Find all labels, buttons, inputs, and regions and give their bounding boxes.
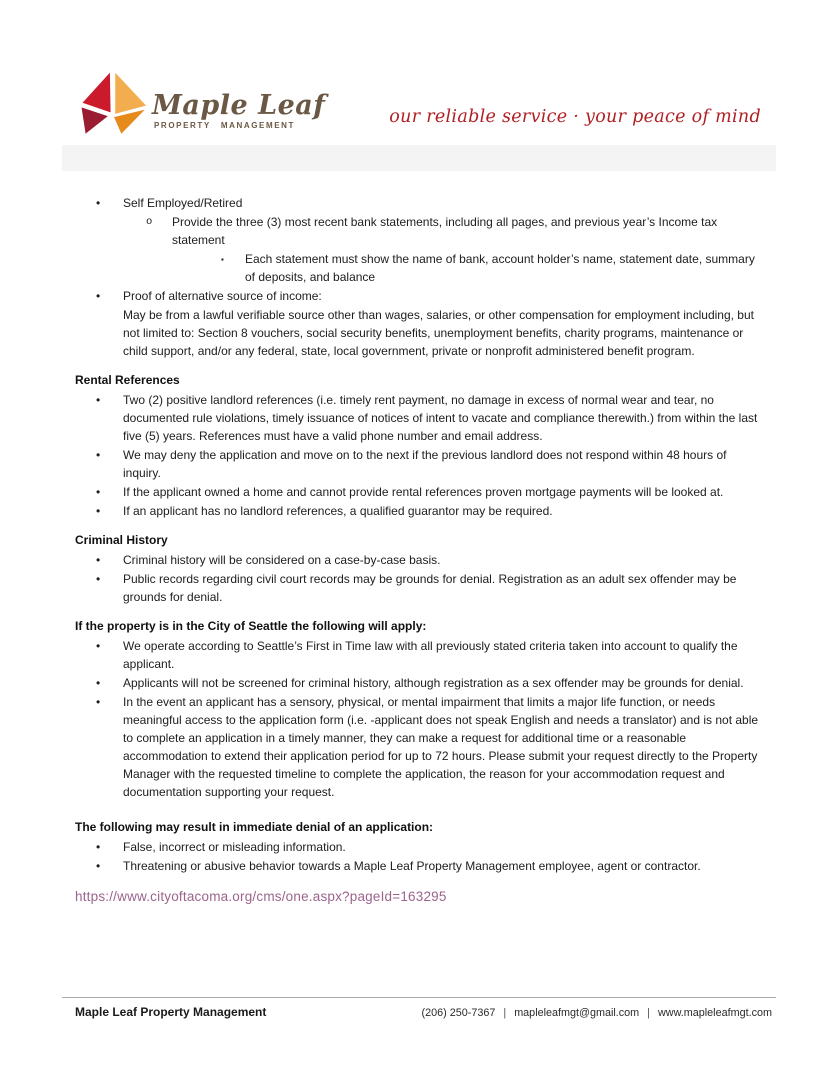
block-text: Proof of alternative source of income: [123, 289, 322, 303]
bullet-item [75, 637, 763, 673]
section [75, 818, 763, 875]
maple-leaf-house-logo-icon [78, 69, 150, 142]
block-text: Public records regarding civil court records may be grounds for denial. Registration as an adult sex offender may be grounds for denial. [123, 572, 737, 604]
disc-bullet-icon: • [96, 196, 101, 210]
section [75, 371, 763, 520]
bullet-item [75, 570, 763, 606]
disc-bullet-icon: • [96, 393, 101, 407]
bullet-item [75, 287, 763, 305]
disc-bullet-icon: • [96, 676, 101, 690]
brand-name: Maple Leaf [152, 90, 326, 121]
brand-subtitle-management: MANAGEMENT [220, 121, 296, 130]
footer-email: mapleleafmgt@gmail.com [514, 1007, 640, 1019]
block-text: If an applicant has no landlord references, a qualified guarantor may be required. [123, 504, 553, 518]
bullet-item [75, 194, 763, 212]
bullet-item [75, 446, 763, 482]
disc-bullet-icon: • [96, 448, 101, 462]
section [75, 531, 763, 606]
brand-subtitle [154, 121, 296, 130]
disc-bullet-icon: • [96, 289, 101, 303]
footer-contact-info [422, 1007, 772, 1019]
disc-bullet-icon: • [96, 485, 101, 499]
disc-bullet-icon: • [96, 639, 101, 653]
page-footer [62, 997, 776, 1019]
footer-separator: | [503, 1007, 507, 1019]
block-text: Applicants will not be screened for criminal history, although registration as a sex offender may be grounds for denial. [123, 676, 744, 690]
bullet-item [75, 250, 763, 286]
document-body [75, 194, 763, 906]
block-text: In the event an applicant has a sensory, physical, or mental impairment that limits a major life function, or needs meaningful access to the application form (i.e. -applicant does not speak English and needs a translator) and is not able to complete an application in a timely manner, they can make a request for additional time or a reasonable accommodation to extend their application period for up to 72 hours. Please submit your request directly to the Property Manager with the requested timeline to complete the application, the reason for your accommodation request and documentation supporting your request. [123, 695, 759, 799]
disc-bullet-icon: • [96, 553, 101, 567]
section-heading: The following may result in immediate denial of an application: [75, 820, 434, 834]
bullet-item [75, 502, 763, 520]
disc-bullet-icon: • [96, 572, 101, 586]
logo-roof-right-triangle [115, 71, 147, 114]
brand-subtitle-property: PROPERTY [154, 121, 211, 130]
bullet-item [75, 674, 763, 692]
section [75, 194, 763, 360]
block-text: Provide the three (3) most recent bank statements, including all pages, and previous year’s Income tax statement [172, 215, 718, 247]
block-text: Criminal history will be considered on a case-by-case basis. [123, 553, 441, 567]
footer-phone: (206) 250-7367 [421, 1007, 496, 1019]
block-text: May be from a lawful verifiable source other than wages, salaries, or other compensation for employment including, but not limited to: Section 8 vouchers, social security benefits, unemployment benefits, charity programs, maintenance or child support, and/or any federal, state, local government, private or nonprofit administered benefit program. [123, 308, 754, 358]
block-text: Threatening or abusive behavior towards a Maple Leaf Property Management employee, agent or contractor. [123, 859, 701, 873]
disc-bullet-icon: • [96, 840, 101, 854]
logo-roof-left-triangle [82, 71, 112, 113]
block-text: Two (2) positive landlord references (i.e. timely rent payment, no damage in excess of normal wear and tear, no documented rule violations, timely issuance of notices of intent to vacate and compliance therewith.) from within the last five (5) years. References must have a valid phone number and email address. [123, 393, 758, 443]
paragraph [75, 306, 763, 360]
section [75, 617, 763, 801]
disc-bullet-icon: • [96, 504, 101, 518]
square-bullet-icon: ▪ [221, 255, 224, 264]
header-divider-band [62, 145, 776, 171]
footer-company-name: Maple Leaf Property Management [75, 1005, 267, 1019]
disc-bullet-icon: • [96, 859, 101, 873]
bullet-item [75, 483, 763, 501]
block-text: If the applicant owned a home and cannot provide rental references proven mortgage payments will be looked at. [123, 485, 724, 499]
cityoftacoma-link[interactable]: https://www.cityoftacoma.org/cms/one.aspx?pageId=163295 [75, 889, 447, 904]
footer-separator: | [647, 1007, 650, 1019]
bullet-item [75, 693, 763, 801]
block-text: We may deny the application and move on to the next if the previous landlord does not respond within 48 hours of inquiry. [123, 448, 727, 480]
bullet-item [75, 838, 763, 856]
section-heading: Rental References [75, 373, 180, 387]
company-tagline: our reliable service · your peace of mind [389, 107, 761, 127]
footer-website: www.mapleleafmgt.com [657, 1007, 772, 1019]
disc-bullet-icon: • [96, 695, 101, 709]
block-text: We operate according to Seattle’s First in Time law with all previously stated criteria taken into account to qualify the applicant. [123, 639, 738, 671]
bullet-item [75, 391, 763, 445]
section-heading: If the property is in the City of Seattle the following will apply: [75, 619, 427, 633]
brand-block [152, 90, 326, 130]
bullet-item [75, 551, 763, 569]
bullet-item [75, 857, 763, 875]
circle-bullet-icon: o [146, 216, 153, 228]
section-heading: Criminal History [75, 533, 168, 547]
block-text: Each statement must show the name of bank, account holder’s name, statement date, summary of deposits, and balance [245, 252, 755, 284]
block-text: False, incorrect or misleading information. [123, 840, 346, 854]
block-text: Self Employed/Retired [123, 196, 243, 210]
bullet-item [75, 213, 763, 249]
